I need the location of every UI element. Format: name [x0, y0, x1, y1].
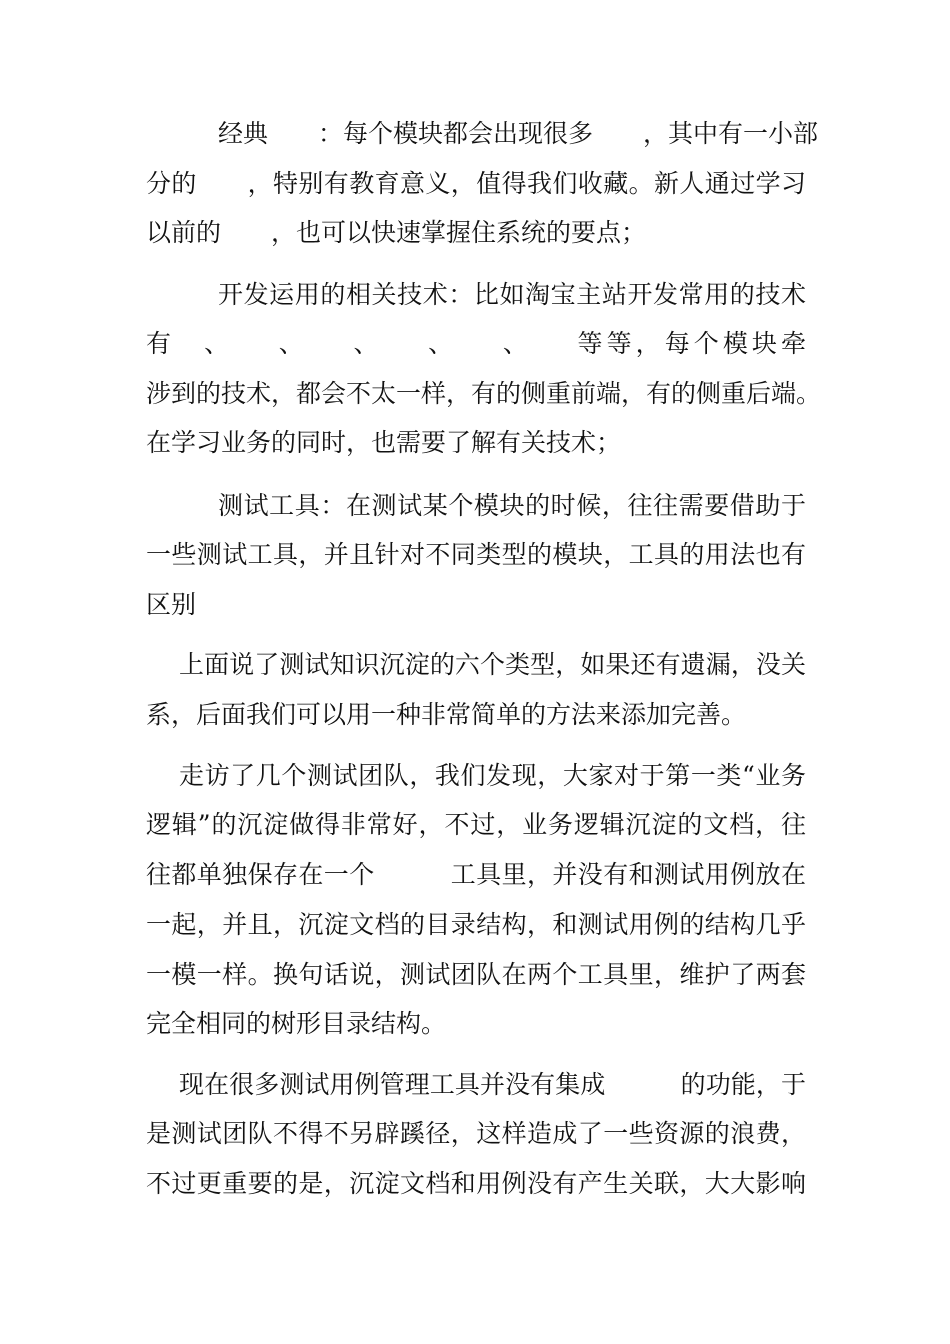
text-line: 经典 ：每个模块都会出现很多 ，其中有一小部 [218, 119, 819, 148]
text-line: 往都单独保存在一个 工具里，并没有和测试用例放在 [146, 860, 806, 889]
text-line: 逻辑”的沉淀做得非常好，不过，业务逻辑沉淀的文档，往 [146, 810, 806, 839]
text-line: 一模一样。换句话说，测试团队在两个工具里，维护了两套 [146, 960, 806, 989]
text-line: 走访了几个测试团队，我们发现，大家对于第一类“业务 [179, 761, 806, 790]
text-line: 上面说了测试知识沉淀的六个类型，如果还有遗漏，没关 [179, 650, 806, 679]
text-line: 现在很多测试用例管理工具并没有集成 的功能，于 [179, 1070, 806, 1099]
text-line: 一些测试工具，并且针对不同类型的模块，工具的用法也有 [146, 540, 806, 569]
text-line: 是测试团队不得不另辟蹊径，这样造成了一些资源的浪费， [146, 1119, 806, 1148]
text-line: 不过更重要的是，沉淀文档和用例没有产生关联，大大影响 [146, 1169, 806, 1198]
text-line: 完全相同的树形目录结构。 [146, 1009, 447, 1038]
text-line: 分的 ，特别有教育意义，值得我们收藏。新人通过学习 [146, 169, 806, 198]
text-line: 开发运用的相关技术：比如淘宝主站开发常用的技术 [218, 280, 806, 309]
text-line: 以前的 ，也可以快速掌握住系统的要点； [146, 218, 647, 247]
text-line: 在学习业务的同时，也需要了解有关技术； [146, 428, 622, 457]
text-line: 一起，并且，沉淀文档的目录结构，和测试用例的结构几乎 [146, 910, 806, 939]
text-line: 涉到的技术，都会不太一样，有的侧重前端，有的侧重后端。 [146, 379, 822, 408]
text-line: 区别 [146, 590, 197, 619]
text-line: 系，后面我们可以用一种非常简单的方法来添加完善。 [146, 700, 747, 729]
text-line: 有 、 、 、 、 、 等等，每个模块牵 [146, 329, 806, 358]
text-line: 测试工具：在测试某个模块的时候，往往需要借助于 [218, 491, 806, 520]
